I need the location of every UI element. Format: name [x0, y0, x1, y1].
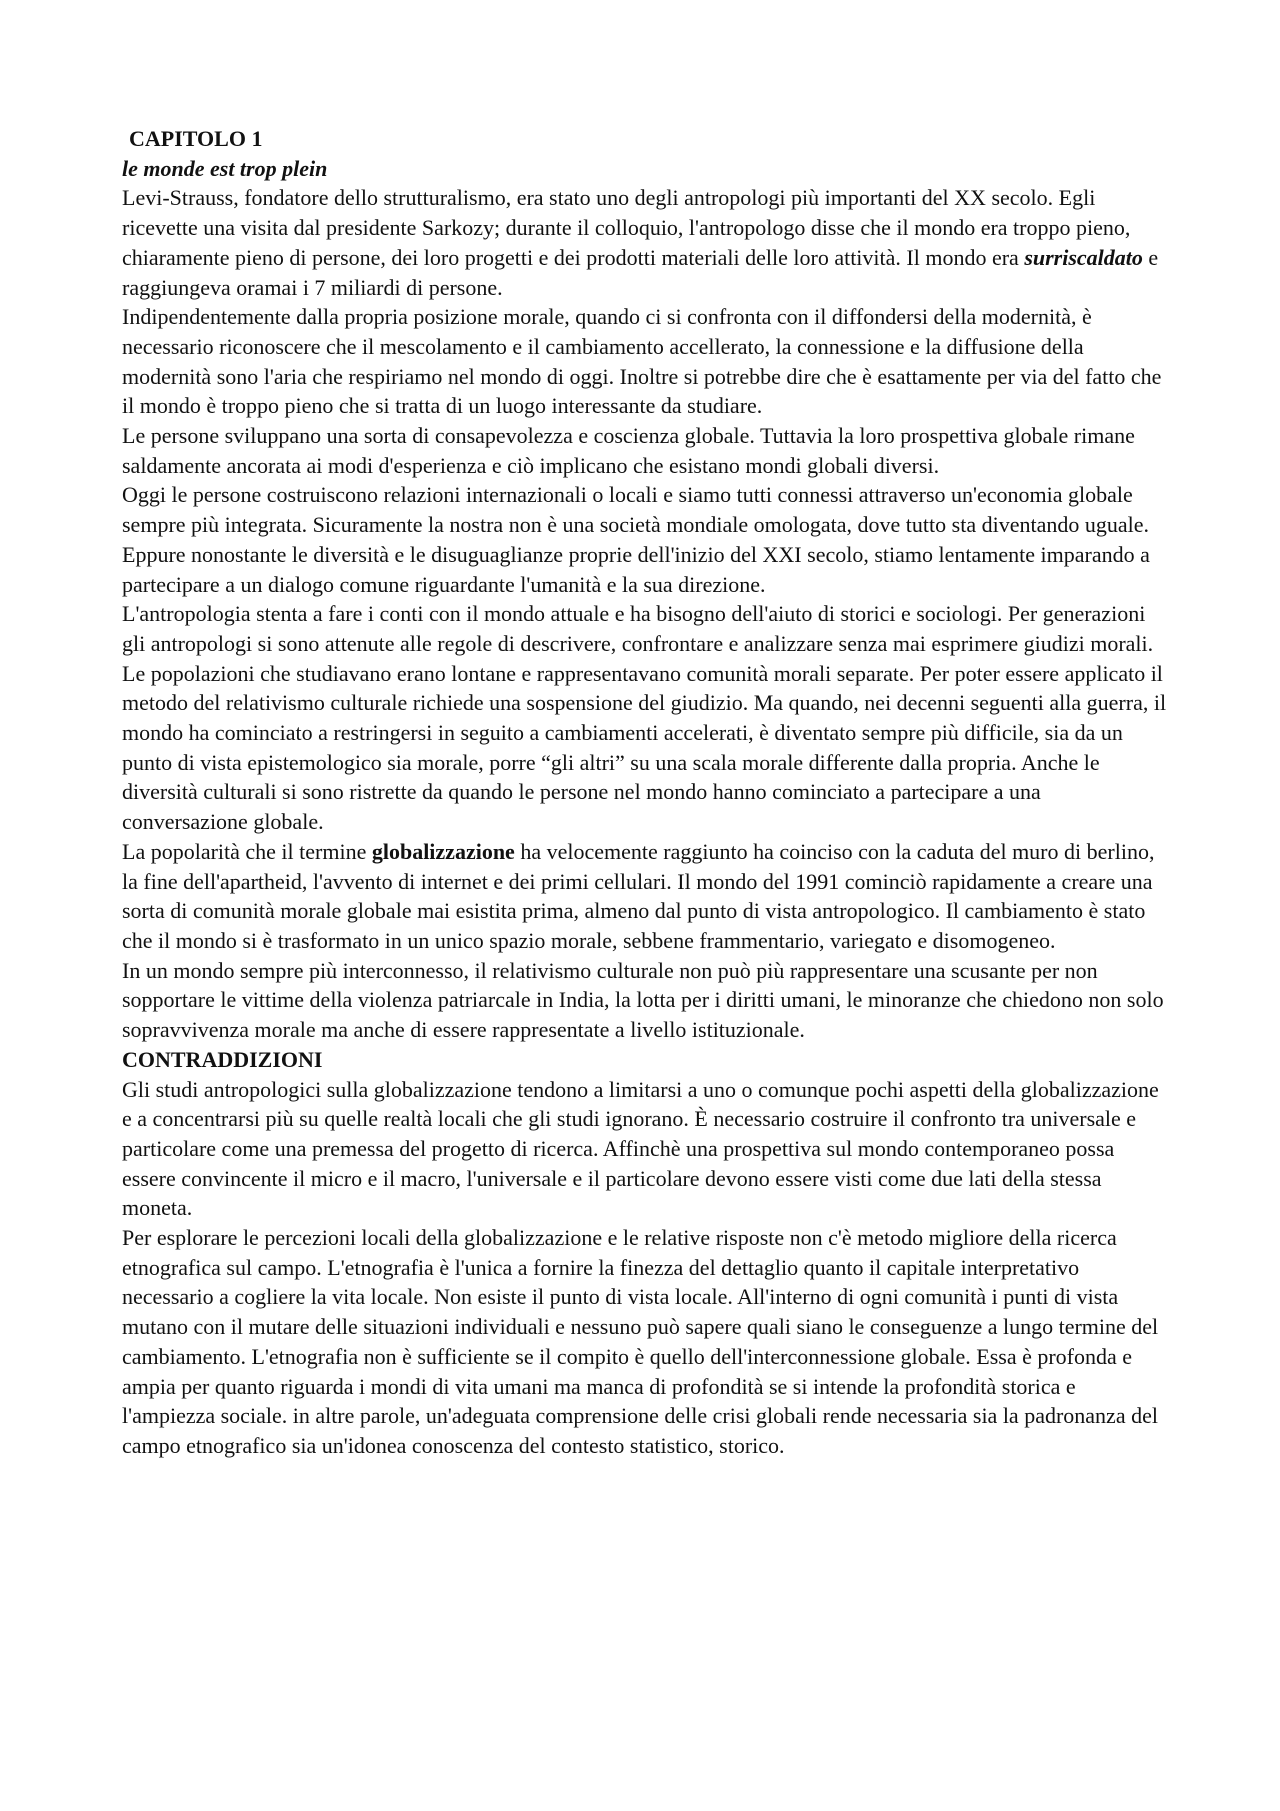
- emphasis-globalizzazione: globalizzazione: [371, 838, 515, 864]
- paragraph-4: Oggi le persone costruiscono relazioni internazionali o locali e siamo tutti connessi attraverso un'economia globale sempre più integrata. Sicuramente la nostra non è una società mondiale omologata, dove tutto sta diventando uguale. Eppure nonostante le diversità e le disuguaglianze proprie dell'inizio del XXI secolo, stiamo lentamente imparando a partecipare a un dialogo comune riguardante l'umanità e la sua direzione.: [122, 482, 1150, 597]
- paragraph-7: In un mondo sempre più interconnesso, il relativismo culturale non può più rappresentare una scusante per non sopportare le vittime della violenza patriarcale in India, la lotta per i diritti umani, le minoranze che chiedono non solo sopravvivenza morale ma anche di essere rappresentate a livello istituzionale.: [122, 957, 1164, 1043]
- paragraph-1: [122, 183, 1170, 302]
- paragraph-1-text-b: e raggiungeva oramai i 7 miliardi di persone.: [122, 244, 1159, 300]
- paragraph-3: Le persone sviluppano una sorta di consapevolezza e coscienza globale. Tuttavia la loro prospettiva globale rimane saldamente ancorata ai modi d'esperienza e ciò implicano che esistano mondi globali diversi.: [122, 423, 1135, 478]
- paragraph-6-text-b: ha velocemente raggiunto ha coinciso con la caduta del muro di berlino, la fine dell'apartheid, l'avvento di internet e dei primi cellulari. Il mondo del 1991 cominciò rapidamente a creare una sorta di comunità morale globale mai esistita prima, almeno dal punto di vista antropologico. Il cambiamento è stato che il mondo si è trasformato in un unico spazio morale, sebbene frammentario, variegato e disomogeneo.: [122, 838, 1155, 953]
- paragraph-5: L'antropologia stenta a fare i conti con il mondo attuale e ha bisogno dell'aiuto di storici e sociologi. Per generazioni gli antropologi si sono attenute alle regole di descrivere, confrontare e analizzare senza mai esprimere giudizi morali. Le popolazioni che studiavano erano lontane e rappresentavano comunità morali separate. Per poter essere applicato il metodo del relativismo culturale richiede una sospensione del giudizio. Ma quando, nei decenni seguenti alla guerra, il mondo ha cominciato a restringersi in seguito a cambiamenti accelerati, è diventato sempre più difficile, sia da un punto di vista epistemologico sia morale, porre “gli altri” su una scala morale differente dalla propria. Anche le diversità culturali si sono ristrette da quando le persone nel mondo hanno cominciato a partecipare a una conversazione globale.: [122, 601, 1167, 835]
- emphasis-surriscaldato: surriscaldato: [1024, 244, 1143, 270]
- paragraph-8: Gli studi antropologici sulla globalizzazione tendono a limitarsi a uno o comunque pochi aspetti della globalizzazione e a concentrarsi più su quelle realtà locali che gli studi ignorano. È necessario costruire il confronto tra universale e particolare come una premessa del progetto di ricerca. Affinchè una prospettiva sul mondo contemporaneo possa essere convincente il micro e il macro, l'universale e il particolare devono essere visti come due lati della stessa moneta.: [122, 1076, 1159, 1221]
- paragraph-1-text-a: Levi-Strauss, fondatore dello strutturalismo, era stato uno degli antropologi più importanti del XX secolo. Egli ricevette una visita dal presidente Sarkozy; durante il colloquio, l'antropologo disse che il mondo era troppo pieno, chiaramente pieno di persone, dei loro progetti e dei prodotti materiali delle loro attività. Il mondo era: [122, 185, 1131, 270]
- section-title: CONTRADDIZIONI: [122, 1046, 323, 1072]
- chapter-title: CAPITOLO 1: [129, 126, 263, 151]
- paragraph-6-text-a: La popolarità che il termine: [122, 838, 372, 864]
- document-body: [122, 124, 1170, 1461]
- paragraph-2: Indipendentemente dalla propria posizione morale, quando ci si confronta con il diffondersi della modernità, è necessario riconoscere che il mescolamento e il cambiamento accellerato, la connessione e la diffusione della modernità sono l'aria che respiriamo nel mondo di oggi. Inoltre si potrebbe dire che è esattamente per via del fatto che il mondo è troppo pieno che si tratta di un luogo interessante da studiare.: [122, 304, 1162, 419]
- paragraph-6: [122, 837, 1170, 956]
- paragraph-9: Per esplorare le percezioni locali della globalizzazione e le relative risposte non c'è metodo migliore della ricerca etnografica sul campo. L'etnografia è l'unica a fornire la finezza del dettaglio quanto il capitale interpretativo necessario a cogliere la vita locale. Non esiste il punto di vista locale. All'interno di ogni comunità i punti di vista mutano con il mutare delle situazioni individuali e nessuno può sapere quali siano le conseguenze a lungo termine del cambiamento. L'etnografia non è sufficiente se il compito è quello dell'interconnessione globale. Essa è profonda e ampia per quanto riguarda i mondi di vita umani ma manca di profondità se si intende la profondità storica e l'ampiezza sociale. in altre parole, un'adeguata comprensione delle crisi globali rende necessaria sia la padronanza del campo etnografico sia un'idonea conoscenza del contesto statistico, storico.: [122, 1225, 1159, 1458]
- chapter-subtitle: le monde est trop plein: [122, 155, 328, 181]
